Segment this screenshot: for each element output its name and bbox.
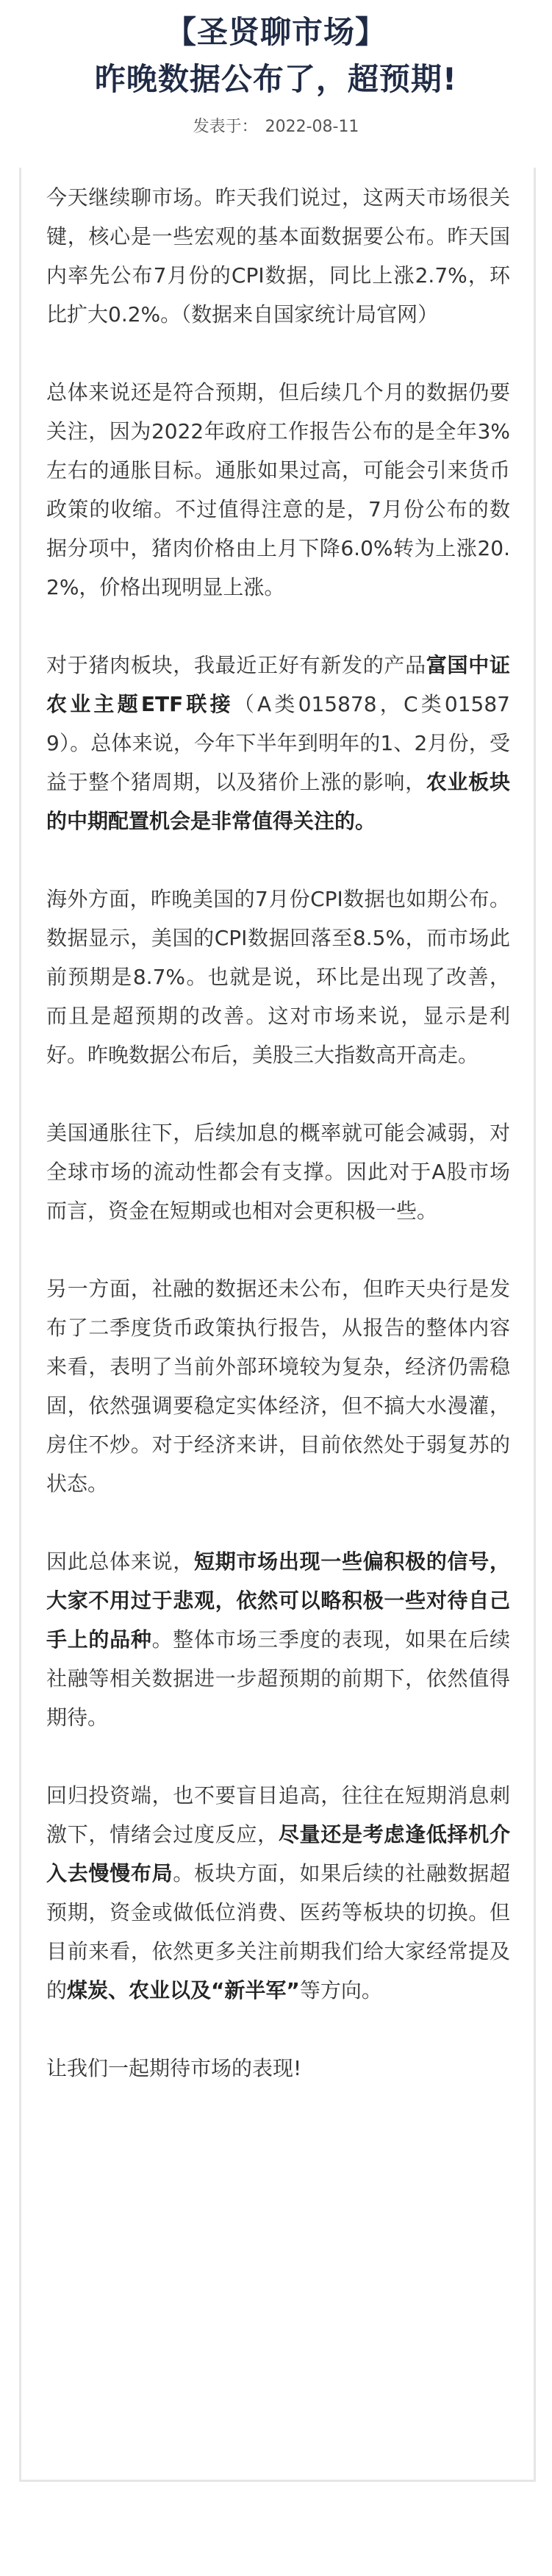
paragraph-text: 回归投资端，也不要盲目追高，往往在短期消息刺激下，情绪会过度反应，: [46, 1783, 510, 1847]
article-paragraph: [46, 1542, 510, 1737]
highlighted-text: 短期市场出现一些偏积极的信号，大家不用过于悲观，依然可以略积极一些对待自己手上的品种: [46, 1549, 510, 1652]
article-paragraph: [46, 1269, 510, 1503]
article-paragraph: [46, 2049, 510, 2088]
paragraph-text: 今天继续聊市场。昨天我们说过，这两天市场很关键，核心是一些宏观的基本面数据要公布。昨天国内率先公布7月份的CPI数据，同比上涨2.7%，环比扩大0.2%。（数据来自国家统计局官网）: [46, 185, 510, 327]
article-header: [0, 0, 552, 138]
highlighted-text: 尽量还是考虑逢低择机介入去慢慢布局: [46, 1822, 510, 1885]
highlighted-text: 煤炭、农业以及“新半军”: [67, 1978, 300, 2002]
article-paragraph: [46, 1113, 510, 1230]
article-title-line-2: 昨晚数据公布了，超预期!: [94, 61, 458, 97]
published-date: 2022-08-11: [265, 118, 359, 136]
paragraph-text: 。整体市场三季度的表现，如果在后续社融等相关数据进一步超预期的前期下，依然值得期待。: [46, 1627, 510, 1730]
article-paragraph: [46, 178, 510, 334]
paragraph-text: 让我们一起期待市场的表现!: [46, 2056, 302, 2080]
highlighted-text: 富国中证农业主题ETF联接: [46, 653, 510, 716]
paragraph-text: 另一方面，社融的数据还未公布，但昨天央行是发布了二季度货币政策执行报告，从报告的整体内容来看，表明了当前外部环境较为复杂，经济仍需稳固，依然强调要稳定实体经济，但不搞大水漫灌，房住不炒。对于经济来讲，目前依然处于弱复苏的状态。: [46, 1277, 510, 1496]
paragraph-text: 。板块方面，如果后续的社融数据超预期，资金或做低位消费、医药等板块的切换。但目前来看，依然更多关注前期我们给大家经常提及的: [46, 1861, 510, 2002]
article-paragraph: [46, 646, 510, 841]
paragraph-text: 海外方面，昨晚美国的7月份CPI数据也如期公布。数据显示，美国的CPI数据回落至8.5%，而市场此前预期是8.7%。也就是说，环比是出现了改善，而且是超预期的改善。这对市场来说，显示是利好。昨晚数据公布后，美股三大指数高开高走。: [46, 887, 510, 1067]
article-paragraph: [46, 373, 510, 607]
paragraph-text: 等方向。: [299, 1978, 382, 2002]
published-label: 发表于：: [193, 118, 258, 136]
paragraph-text: （A类015878，C类015879）。总体来说，今年下半年到明年的1、2月份，受益于整个猪周期，以及猪价上涨的影响，: [46, 692, 510, 794]
article-title-line-1: 【圣贤聊市场】: [165, 14, 387, 50]
paragraph-text: 美国通胀往下，后续加息的概率就可能会减弱，对全球市场的流动性都会有支撑。因此对于A股市场而言，资金在短期或也相对会更积极一些。: [46, 1121, 510, 1223]
paragraph-text: 因此总体来说，: [46, 1549, 194, 1574]
article-paragraph: [46, 880, 510, 1074]
publish-meta: [0, 116, 552, 138]
highlighted-text: 农业板块的中期配置机会是非常值得关注的。: [46, 770, 510, 833]
article-paragraph: [46, 1776, 510, 2010]
paragraph-text: 总体来说还是符合预期，但后续几个月的数据仍要关注，因为2022年政府工作报告公布的是全年3%左右的通胀目标。通胀如果过高，可能会引来货币政策的收缩。不过值得注意的是，7月份公布的数据分项中，猪肉价格由上月下降6.0%转为上涨20.2%，价格出现明显上涨。: [46, 380, 510, 599]
article-body: [19, 168, 536, 2482]
paragraph-text: 对于猪肉板块，我最近正好有新发的产品: [46, 653, 426, 677]
